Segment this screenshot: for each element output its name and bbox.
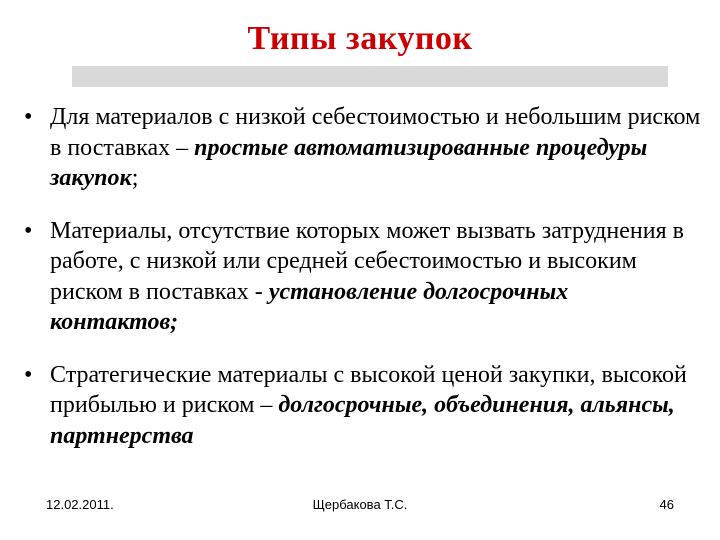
bullet-item [22, 216, 702, 338]
bullet-text: Для материалов с низкой себестоимостью и небольшим риском в поставках – [50, 104, 701, 161]
bullet-tail: ; [131, 165, 139, 191]
bullet-item [22, 360, 702, 452]
bullet-emphasis: установление долгосрочных контактов; [50, 278, 569, 335]
slide-title: Типы закупок [247, 20, 473, 57]
title-underline-bar [72, 66, 668, 87]
bullet-text: Материалы, отсутствие которых может вызвать затруднения в работе, с низкой или средней себестоимостью и высоким риском в поставках - [50, 217, 684, 305]
footer-page-number: 46 [659, 497, 674, 512]
bullet-marker: • [24, 217, 33, 244]
footer-date: 12.02.2011. [46, 497, 114, 512]
bullet-text: Стратегические материалы с высокой ценой закупки, высокой прибылью и риском – [50, 361, 687, 418]
bullet-emphasis: долгосрочные, объединения, альянсы, партнерства [50, 392, 675, 449]
bullet-emphasis: простые автоматизированные процедуры закупок [50, 134, 648, 191]
bullet-marker: • [24, 104, 33, 130]
bullet-marker: • [24, 361, 33, 388]
footer-author: Щербакова Т.С. [312, 497, 408, 512]
bullet-item [22, 102, 702, 194]
bullet-list [22, 102, 702, 473]
